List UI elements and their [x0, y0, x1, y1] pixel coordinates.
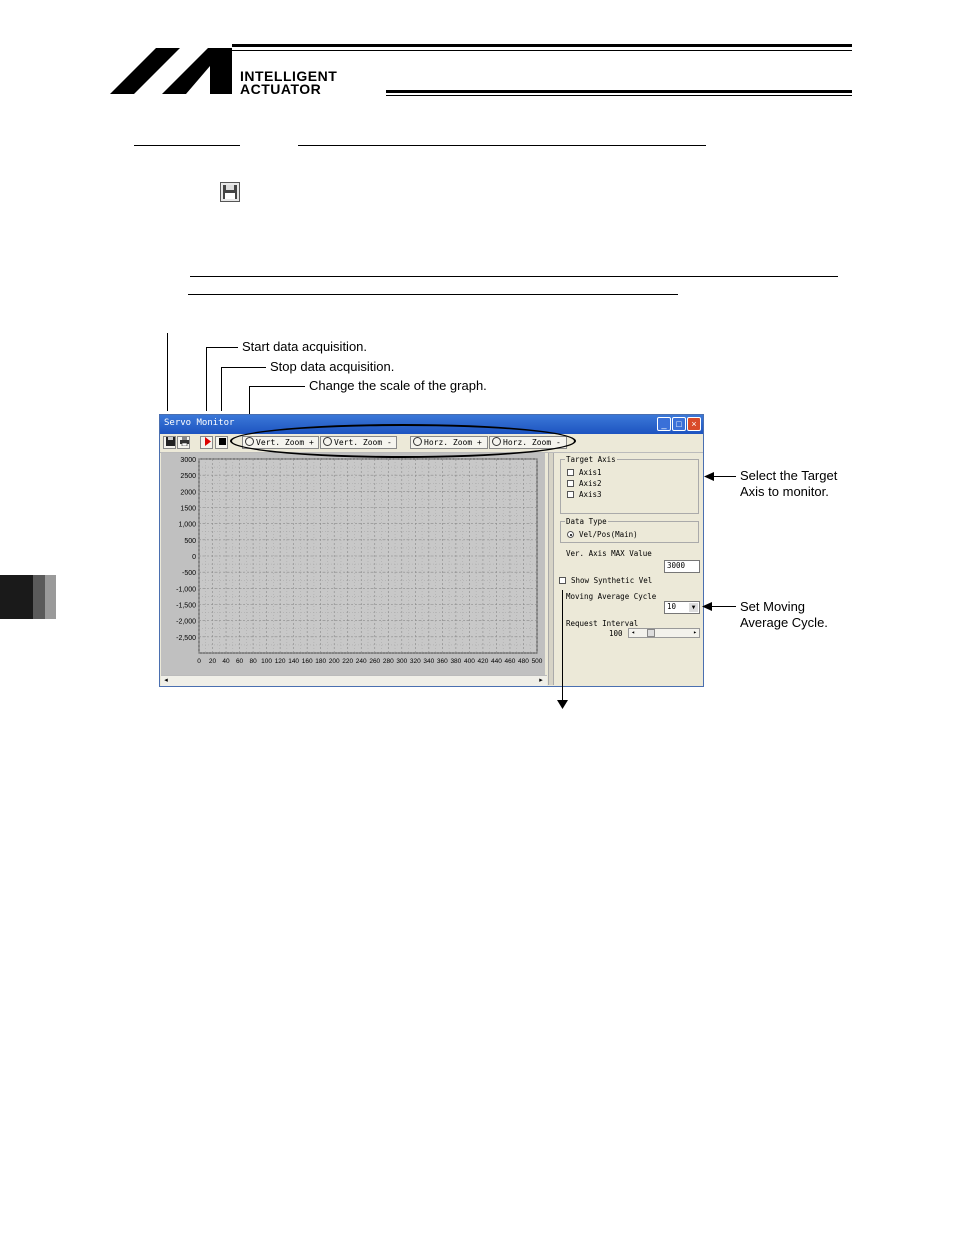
vel-pos-radio[interactable]: [567, 531, 574, 538]
x-tick-label: 380: [450, 658, 462, 665]
x-tick-label: 360: [436, 658, 448, 665]
x-tick-label: 220: [342, 658, 354, 665]
horz-zoom-in-label: Horz. Zoom +: [424, 438, 482, 447]
y-tick-label: 500: [184, 537, 196, 545]
vert-axis-max-input[interactable]: 3000: [664, 560, 700, 573]
vert-axis-max-label: Ver. Axis MAX Value: [566, 549, 652, 558]
company-logo: [110, 44, 238, 96]
x-tick-label: 200: [328, 658, 340, 665]
axis2-label: Axis2: [579, 479, 602, 488]
x-tick-label: 0: [197, 658, 201, 665]
chapter-tab-light: [45, 575, 56, 619]
chevron-down-icon[interactable]: ▼: [689, 603, 698, 612]
y-tick-label: 2500: [180, 473, 196, 481]
panel-splitter[interactable]: [548, 453, 554, 685]
slider-left-arrow-icon[interactable]: ◂: [631, 629, 635, 636]
y-tick-label: -1,000: [176, 586, 196, 594]
x-tick-label: 60: [235, 658, 244, 665]
request-interval-slider[interactable]: [628, 628, 700, 638]
horz-zoom-out-label: Horz. Zoom -: [503, 438, 561, 447]
x-tick-label: 100: [261, 658, 273, 665]
axis3-checkbox[interactable]: [567, 491, 574, 498]
close-button[interactable]: ×: [687, 417, 701, 431]
servo-graph: [161, 453, 545, 675]
chapter-tab-mid: [33, 575, 45, 619]
x-tick-label: 400: [463, 658, 475, 665]
axis3-label: Axis3: [579, 490, 602, 499]
y-tick-label: 2000: [180, 489, 196, 497]
maximize-button[interactable]: □: [672, 417, 686, 431]
start-callout: Start data acquisition.: [242, 339, 368, 354]
x-tick-label: 180: [315, 658, 327, 665]
floppy-disk-icon: [220, 182, 240, 202]
target-axis-callout: [740, 468, 837, 500]
x-tick-label: 120: [274, 658, 286, 665]
text-underline-3: [190, 276, 838, 277]
moving-average-select[interactable]: [664, 601, 700, 614]
x-tick-label: 20: [208, 658, 217, 665]
floppy-disk-icon: [166, 437, 175, 446]
x-tick-label: 300: [396, 658, 408, 665]
y-tick-label: 3000: [180, 457, 196, 464]
vel-pos-label: Vel/Pos(Main): [579, 530, 638, 539]
window-title: Servo Monitor: [164, 418, 235, 428]
x-tick-label: 260: [369, 658, 381, 665]
moving-average-callout: [740, 599, 828, 631]
x-tick-label: 480: [518, 658, 529, 665]
y-tick-label: 1500: [180, 505, 196, 513]
moving-callout-line2: Average Cycle.: [740, 615, 828, 630]
x-tick-label: 460: [504, 658, 516, 665]
arrow-down-icon: [557, 700, 568, 709]
brand-line1: INTELLIGENT: [240, 68, 338, 84]
y-tick-label: -1,500: [176, 602, 196, 610]
brand-name: [240, 70, 337, 96]
axis1-label: Axis1: [579, 468, 602, 477]
request-interval-value: 100: [609, 629, 623, 638]
settings-panel: [556, 453, 702, 685]
x-tick-label: 420: [477, 658, 489, 665]
x-tick-label: 280: [382, 658, 394, 665]
scale-leader-h: [249, 386, 305, 387]
synthetic-vel-leader: [562, 590, 563, 702]
brand-line2: ACTUATOR: [240, 81, 322, 97]
x-tick-label: 500: [531, 658, 543, 665]
x-tick-label: 80: [249, 658, 257, 665]
moving-average-value: 10: [667, 602, 677, 611]
print-button[interactable]: [177, 436, 190, 449]
graph-area: [161, 453, 545, 675]
arrow-left-icon: [704, 472, 714, 481]
start-leader-v: [206, 347, 207, 411]
y-tick-label: -500: [181, 570, 196, 578]
stop-leader-h: [221, 367, 266, 368]
axis1-checkbox[interactable]: [567, 469, 574, 476]
target-callout-line1: Select the Target: [740, 468, 838, 483]
x-tick-label: 160: [301, 658, 313, 665]
slider-right-arrow-icon[interactable]: ▸: [693, 629, 697, 636]
stop-leader-v: [221, 367, 222, 411]
x-tick-label: 320: [409, 658, 421, 665]
stop-callout: Stop data acquisition.: [270, 359, 395, 374]
y-tick-label: 1,000: [178, 521, 196, 529]
start-leader-h: [206, 347, 238, 348]
save-callout-leader: [167, 333, 168, 411]
x-tick-label: 440: [491, 658, 502, 665]
vert-zoom-in-label: Vert. Zoom +: [256, 438, 314, 447]
data-type-group: [560, 517, 699, 543]
arrow-left-icon: [702, 602, 712, 611]
x-tick-label: 140: [288, 658, 300, 665]
y-tick-label: -2,000: [176, 618, 196, 626]
vert-zoom-out-label: Vert. Zoom -: [334, 438, 392, 447]
scroll-left-arrow-icon[interactable]: ◂: [164, 677, 168, 684]
target-callout-line2: Axis to monitor.: [740, 484, 829, 499]
x-tick-label: 240: [355, 658, 367, 665]
heading-underline-2: [298, 145, 706, 146]
start-button[interactable]: [200, 436, 213, 449]
moving-callout-line1: Set Moving: [740, 599, 806, 614]
graph-horizontal-scrollbar[interactable]: [161, 675, 547, 686]
x-tick-label: 340: [423, 658, 435, 665]
save-button[interactable]: [163, 436, 176, 449]
slider-thumb[interactable]: [647, 629, 655, 637]
show-synthetic-vel-checkbox[interactable]: [559, 577, 566, 584]
header-rule-bottom: [386, 90, 852, 93]
target-axis-group: [560, 455, 699, 514]
printer-icon: [180, 437, 189, 446]
header-rule-top: [232, 44, 852, 47]
axis2-checkbox[interactable]: [567, 480, 574, 487]
stop-icon: [218, 437, 227, 446]
target-axis-legend: Target Axis: [566, 455, 616, 464]
text-underline-4: [188, 294, 678, 295]
y-tick-label: -2,500: [176, 634, 196, 642]
header-rule-bottom-thin: [386, 95, 852, 96]
header-rule-top-thin: [232, 50, 852, 51]
heading-underline-1: [134, 145, 240, 146]
scroll-right-arrow-icon[interactable]: ▸: [539, 677, 543, 684]
scale-callout: Change the scale of the graph.: [309, 378, 487, 393]
x-tick-label: 40: [222, 658, 230, 665]
show-synthetic-vel-label: Show Synthetic Vel: [571, 576, 653, 585]
moving-average-label: Moving Average Cycle: [566, 592, 657, 601]
y-tick-label: 0: [192, 554, 196, 561]
stop-button[interactable]: [215, 436, 228, 449]
request-interval-label: Request Interval: [566, 619, 639, 628]
zoom-buttons-highlight: [230, 424, 576, 458]
minimize-button[interactable]: _: [657, 417, 671, 431]
play-icon: [203, 437, 212, 446]
chapter-tab-dark: [0, 575, 33, 619]
data-type-legend: Data Type: [566, 517, 607, 526]
